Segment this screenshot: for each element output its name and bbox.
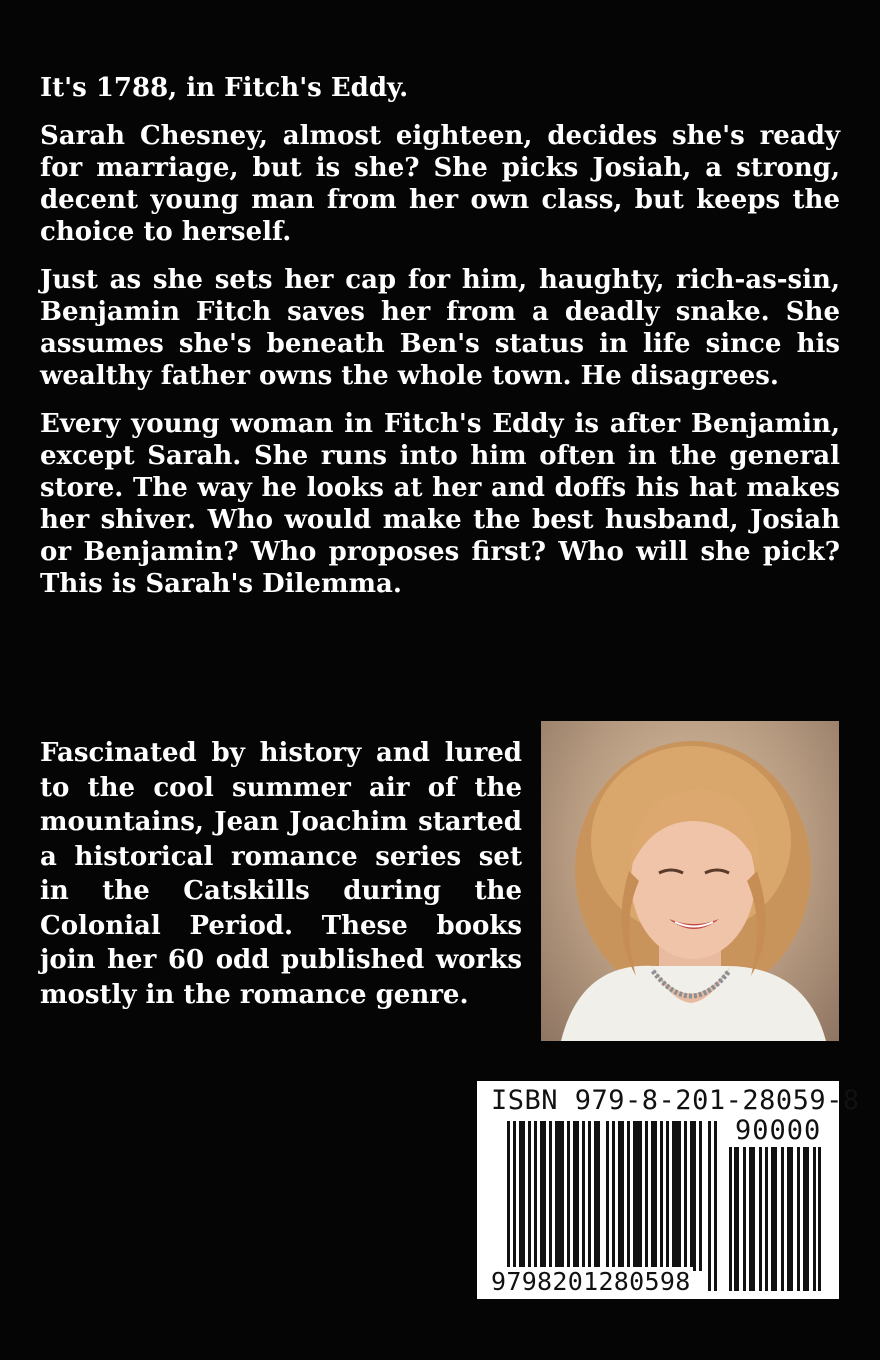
blurb-paragraph-4: Every young woman in Fitch's Eddy is after Benjamin, except Sarah. She runs into him often in the general store. The way he looks at her and doffs his hat makes her shiver. Who would make the best husband, Josiah or Benjamin? Who proposes first? Who will she pick? This is Sarah's Dilemma. <box>40 409 840 599</box>
isbn-barcode <box>477 1081 860 1299</box>
price-code: 90000 <box>735 1115 822 1146</box>
author-photo <box>541 721 839 1041</box>
back-cover-blurb <box>40 72 840 616</box>
barcode-digits: 9798201280598 <box>491 1267 691 1296</box>
price-barcode-bars <box>729 1147 821 1291</box>
blurb-paragraph-1: It's 1788, in Fitch's Eddy. <box>40 73 409 103</box>
blurb-paragraph-3: Just as she sets her cap for him, haughty, rich-as-sin, Benjamin Fitch saves her from a deadly snake. She assumes she's beneath Ben's status in life since his wealthy father owns the whole town. He disagrees. <box>40 265 840 391</box>
barcode-bars <box>507 1121 717 1291</box>
blurb-paragraph-2: Sarah Chesney, almost eighteen, decides she's ready for marriage, but is she? She picks Josiah, a strong, decent young man from her own class, but keeps the choice to herself. <box>40 121 840 247</box>
author-bio: Fascinated by history and lured to the cool summer air of the mountains, Jean Joachim started a historical romance series set in the Catskills during the Colonial Period. These books join her 60 odd published works mostly in the romance genre. <box>40 738 522 1010</box>
isbn-label: ISBN 979-8-201-28059-8 <box>491 1085 860 1116</box>
